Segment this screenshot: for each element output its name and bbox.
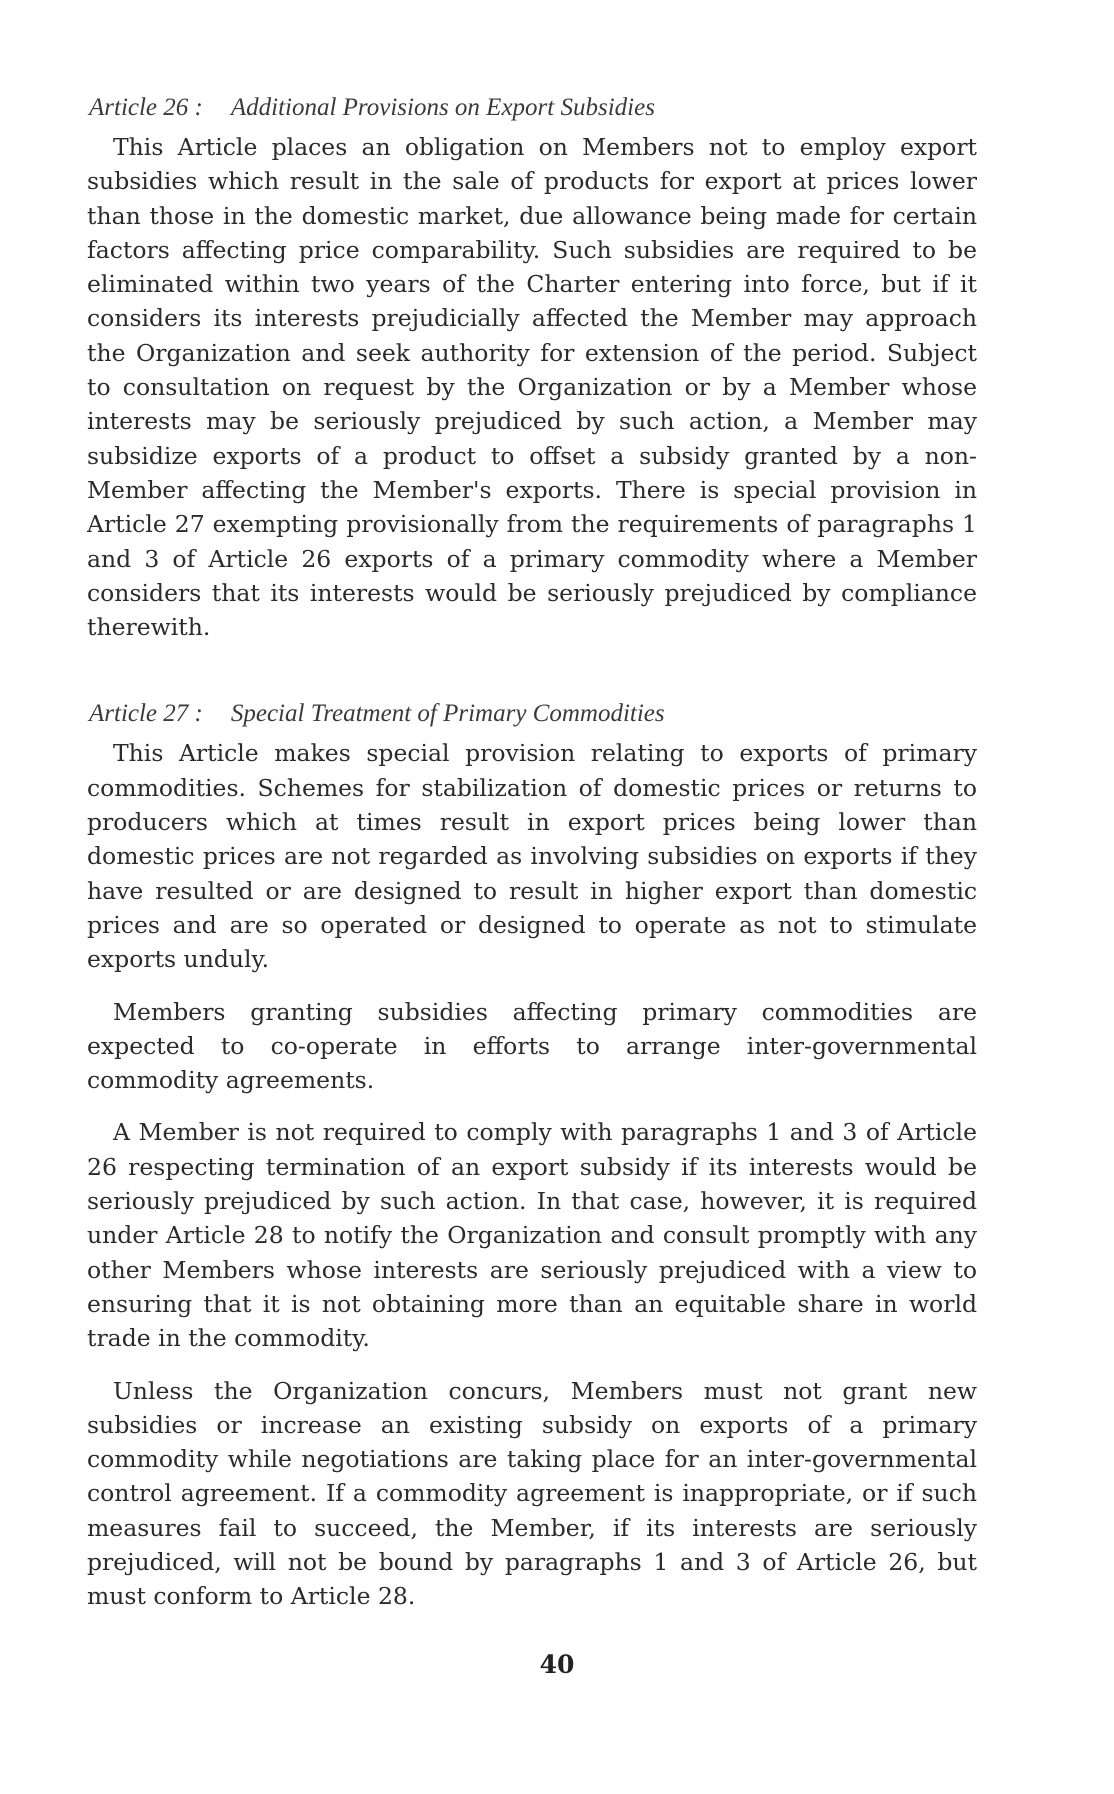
section-article-26 (87, 90, 977, 644)
paragraph: Unless the Organization concurs, Members must not grant new subsidies or increase an existing subsidy on exports of a primary commodity while negotiations are taking place for an inter-governmental control agreement. If a commodity agreement is inappropriate, or if such measures fail to succeed, the Member, if its interests are seriously prejudiced, will not be bound by paragraphs 1 and 3 of Article 26, but must conform to Article 28. (87, 1376, 977, 1611)
paragraph: A Member is not required to comply with paragraphs 1 and 3 of Article 26 respecting termination of an export subsidy if its interests would be seriously prejudiced by such action. In that case, however, it is required under Article 28 to notify the Organization and consult promptly with any other Members whose interests are seriously prejudiced with a view to ensuring that it is not obtaining more than an equitable share in world trade in the commodity. (87, 1118, 977, 1353)
article-title: Additional Provisions on Export Subsidies (230, 94, 655, 121)
section-article-27 (87, 696, 977, 1613)
article-number: Article 26 : (89, 94, 203, 121)
paragraph: This Article places an obligation on Members not to employ export subsidies which result in the sale of products for export at prices lower than those in the domestic market, due allowance being made for certain factors affecting price comparability. Such subsidies are required to be eliminated within two years of the Charter entering into force, but if it considers its interests prejudicially affected the Member may approach the Organization and seek authority for extension of the period. Subject to consultation on request by the Organization or by a Member whose interests may be seriously prejudiced by such action, a Member may subsidize exports of a product to offset a subsidy granted by a non-Member affecting the Member's exports. There is special provision in Article 27 exempting provisionally from the requirements of paragraphs 1 and 3 of Article 26 exports of a primary commodity where a Member considers that its interests would be seriously prejudiced by compliance therewith. (87, 133, 977, 642)
document-page (87, 90, 977, 1614)
section-heading (87, 90, 977, 126)
article-title: Special Treatment of Primary Commodities (230, 700, 665, 728)
page-number: 40 (539, 1650, 575, 1679)
section-heading (87, 696, 977, 732)
article-number: Article 27 : (89, 700, 203, 728)
paragraph: This Article makes special provision relating to exports of primary commodities. Schemes for stabilization of domestic prices or returns to producers which at times result in export prices being lower than domestic prices are not regarded as involving subsidies on exports if they have resulted or are designed to result in higher export than domestic prices and are so operated or designed to operate as not to stimulate exports unduly. (87, 739, 977, 974)
paragraph: Members granting subsidies affecting primary commodities are expected to co-operate in efforts to arrange inter-governmental commodity agreements. (87, 997, 977, 1095)
